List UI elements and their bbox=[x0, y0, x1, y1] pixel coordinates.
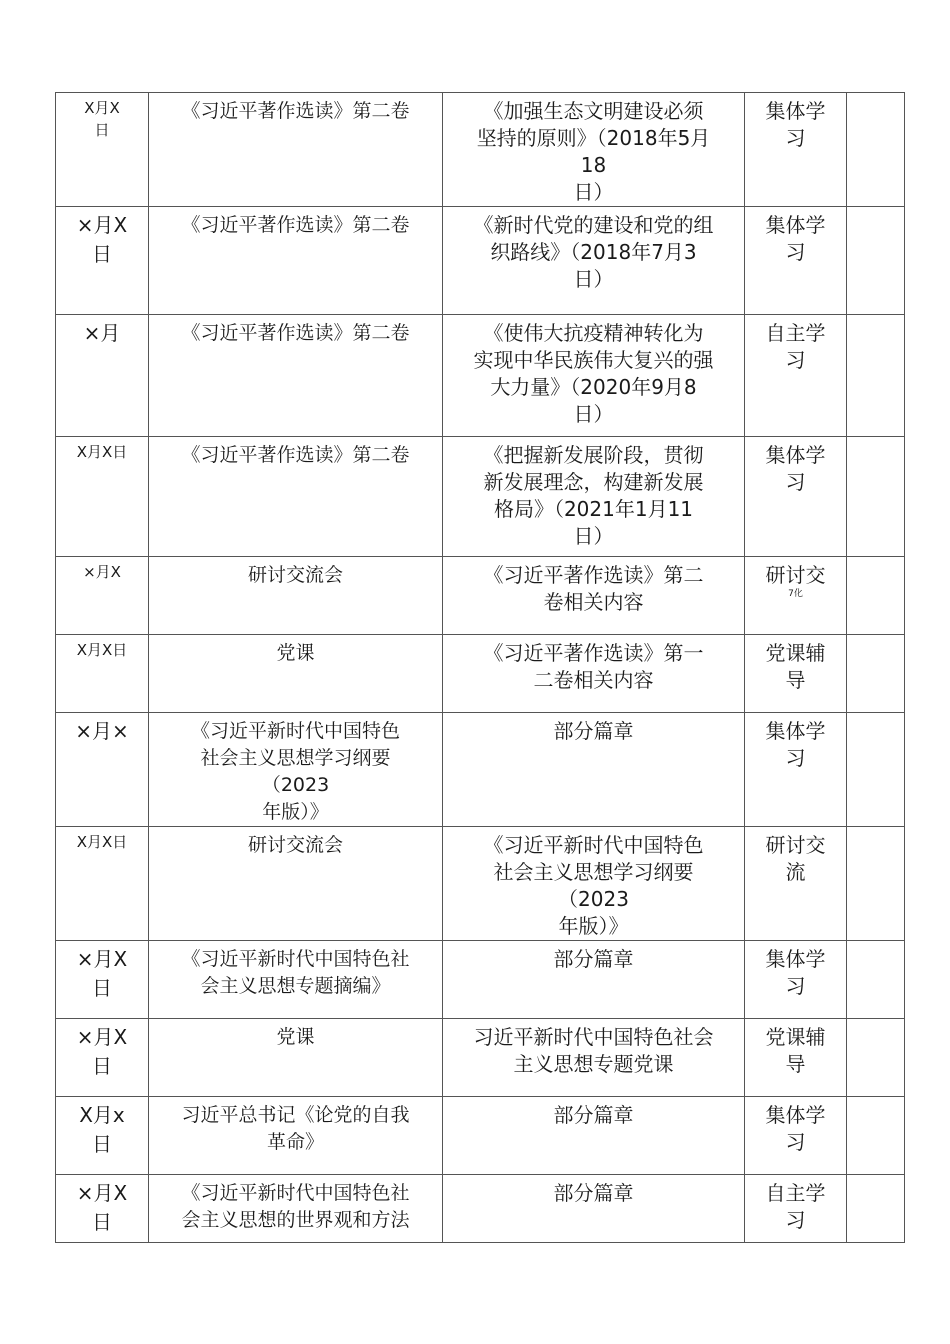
study-schedule-table bbox=[55, 92, 905, 1243]
study-form-text bbox=[745, 1175, 846, 1234]
study-form-text bbox=[745, 207, 846, 266]
date-text-cell bbox=[56, 1097, 149, 1175]
date-text: ×月× bbox=[75, 719, 129, 743]
study-form-text-cell bbox=[745, 713, 847, 827]
date-text: X月X日 bbox=[76, 443, 128, 461]
note-text-cell bbox=[847, 315, 905, 437]
table-row bbox=[56, 557, 905, 635]
study-content-text: 部分篇章 bbox=[553, 1181, 634, 1205]
study-form-text-cell bbox=[745, 207, 847, 315]
date-text: ×月X bbox=[83, 563, 121, 581]
study-form-text-cell bbox=[745, 827, 847, 941]
study-content-text-cell bbox=[443, 315, 745, 437]
date-text: X月x 日 bbox=[79, 1103, 125, 1156]
table-row bbox=[56, 635, 905, 713]
study-form-label: 自主学 习 bbox=[765, 1181, 826, 1232]
date-text-cell bbox=[56, 1019, 149, 1097]
study-form-label: 集体学 习 bbox=[765, 443, 826, 494]
study-form-label: 研讨交 bbox=[765, 563, 826, 587]
study-form-label: 自主学 习 bbox=[765, 321, 826, 372]
study-form-text bbox=[745, 1019, 846, 1078]
study-content-text: 《新时代党的建设和党的组 织路线》（2018年7月3 日） bbox=[473, 213, 714, 291]
study-form-text-cell bbox=[745, 1175, 847, 1243]
study-form-label: 研讨交 流 bbox=[765, 833, 826, 884]
study-form-text-cell bbox=[745, 1097, 847, 1175]
date-text-cell bbox=[56, 557, 149, 635]
date-text: ×月X 日 bbox=[76, 1181, 128, 1234]
study-material-text: 《习近平新时代中国特色 社会主义思想学习纲要 （2023 年版）》 bbox=[190, 720, 400, 823]
study-content-text: 《使伟大抗疫精神转化为 实现中华民族伟大复兴的强 大力量》（2020年9月8 日） bbox=[473, 321, 714, 426]
table-row bbox=[56, 1097, 905, 1175]
study-material-text-cell bbox=[149, 1175, 443, 1243]
date-text: X月X 日 bbox=[84, 99, 120, 139]
date-text: ×月X 日 bbox=[76, 1025, 128, 1078]
date-text-cell bbox=[56, 1175, 149, 1243]
study-material-text: 党课 bbox=[276, 642, 315, 664]
study-material-text: 研讨交流会 bbox=[247, 564, 343, 586]
study-content-text-cell bbox=[443, 941, 745, 1019]
study-content-text-cell bbox=[443, 437, 745, 557]
study-form-text bbox=[745, 635, 846, 694]
study-material-text-cell bbox=[149, 827, 443, 941]
date-text: X月X日 bbox=[76, 833, 128, 851]
study-content-text-cell bbox=[443, 1097, 745, 1175]
study-form-text bbox=[745, 437, 846, 496]
date-text: ×月X 日 bbox=[76, 947, 128, 1000]
note-text-cell bbox=[847, 557, 905, 635]
study-form-text-cell bbox=[745, 1019, 847, 1097]
study-content-text-cell bbox=[443, 1175, 745, 1243]
study-material-text: 《习近平新时代中国特色社 会主义思想专题摘编》 bbox=[181, 948, 410, 997]
note-text-cell bbox=[847, 1097, 905, 1175]
table-row bbox=[56, 713, 905, 827]
note-text-cell bbox=[847, 207, 905, 315]
study-form-label: 集体学 习 bbox=[765, 213, 826, 264]
study-form-text-cell bbox=[745, 437, 847, 557]
study-content-text: 《习近平新时代中国特色 社会主义思想学习纲要 （2023 年版）》 bbox=[483, 833, 704, 938]
study-content-text: 《加强生态文明建设必须 坚持的原则》（2018年5月 18 日） bbox=[476, 99, 711, 204]
date-text-cell bbox=[56, 437, 149, 557]
study-form-text bbox=[745, 827, 846, 886]
study-form-text bbox=[745, 713, 846, 772]
study-form-label: 党课辅 导 bbox=[765, 641, 826, 692]
date-text-cell bbox=[56, 941, 149, 1019]
date-text: ×月 bbox=[83, 321, 121, 345]
study-material-text-cell bbox=[149, 635, 443, 713]
table-row bbox=[56, 941, 905, 1019]
study-form-text-cell bbox=[745, 941, 847, 1019]
study-schedule-body bbox=[56, 93, 905, 1243]
date-text: X月X日 bbox=[76, 641, 128, 659]
study-content-text: 《习近平著作选读》第一 二卷相关内容 bbox=[483, 641, 704, 692]
study-form-text-cell bbox=[745, 315, 847, 437]
study-material-text: 《习近平著作选读》第二卷 bbox=[181, 322, 410, 344]
date-text-cell bbox=[56, 827, 149, 941]
study-material-text: 习近平总书记《论党的自我 革命》 bbox=[181, 1104, 410, 1153]
note-text-cell bbox=[847, 941, 905, 1019]
table-row bbox=[56, 315, 905, 437]
study-material-text-cell bbox=[149, 1097, 443, 1175]
study-form-text-cell bbox=[745, 635, 847, 713]
study-content-text-cell bbox=[443, 827, 745, 941]
study-form-text bbox=[745, 315, 846, 374]
table-row bbox=[56, 827, 905, 941]
study-form-label: 集体学 习 bbox=[765, 1103, 826, 1154]
date-text-cell bbox=[56, 207, 149, 315]
table-row bbox=[56, 1019, 905, 1097]
study-content-text: 习近平新时代中国特色社会 主义思想专题党课 bbox=[473, 1025, 714, 1076]
study-content-text-cell bbox=[443, 635, 745, 713]
table-row bbox=[56, 207, 905, 315]
date-text: ×月X 日 bbox=[76, 213, 128, 266]
study-form-text bbox=[745, 557, 846, 600]
study-form-text bbox=[745, 93, 846, 152]
study-content-text-cell bbox=[443, 1019, 745, 1097]
study-form-label: 集体学 习 bbox=[765, 947, 826, 998]
note-text-cell bbox=[847, 1175, 905, 1243]
study-content-text: 《习近平著作选读》第二 卷相关内容 bbox=[483, 563, 704, 614]
study-material-text-cell bbox=[149, 315, 443, 437]
study-content-text: 部分篇章 bbox=[553, 1103, 634, 1127]
study-content-text: 部分篇章 bbox=[553, 947, 634, 971]
study-material-text-cell bbox=[149, 93, 443, 207]
note-text-cell bbox=[847, 437, 905, 557]
date-text-cell bbox=[56, 93, 149, 207]
study-content-text: 部分篇章 bbox=[553, 719, 634, 743]
study-content-text: 《把握新发展阶段，贯彻 新发展理念，构建新发展 格局》（2021年1月11 日） bbox=[483, 443, 704, 548]
note-text-cell bbox=[847, 827, 905, 941]
note-text-cell bbox=[847, 713, 905, 827]
study-form-text-cell bbox=[745, 557, 847, 635]
date-text-cell bbox=[56, 315, 149, 437]
date-text-cell bbox=[56, 713, 149, 827]
study-material-text-cell bbox=[149, 713, 443, 827]
study-material-text: 《习近平著作选读》第二卷 bbox=[181, 214, 410, 236]
study-content-text-cell bbox=[443, 713, 745, 827]
note-text-cell bbox=[847, 1019, 905, 1097]
note-text-cell bbox=[847, 93, 905, 207]
study-content-text-cell bbox=[443, 557, 745, 635]
study-material-text-cell bbox=[149, 207, 443, 315]
table-row bbox=[56, 437, 905, 557]
study-material-text-cell bbox=[149, 437, 443, 557]
study-material-text: 《习近平新时代中国特色社 会主义思想的世界观和方法 bbox=[181, 1182, 410, 1231]
study-form-text-cell bbox=[745, 93, 847, 207]
study-material-text-cell bbox=[149, 941, 443, 1019]
study-form-label: 党课辅 导 bbox=[765, 1025, 826, 1076]
study-material-text-cell bbox=[149, 1019, 443, 1097]
study-content-text-cell bbox=[443, 93, 745, 207]
date-text-cell bbox=[56, 635, 149, 713]
study-form-label: 集体学 习 bbox=[765, 99, 826, 150]
table-row bbox=[56, 93, 905, 207]
study-material-text: 《习近平著作选读》第二卷 bbox=[181, 444, 410, 466]
study-material-text: 研讨交流会 bbox=[247, 834, 343, 856]
study-material-text-cell bbox=[149, 557, 443, 635]
study-form-text bbox=[745, 941, 846, 1000]
study-material-text: 《习近平著作选读》第二卷 bbox=[181, 100, 410, 122]
study-material-text: 党课 bbox=[276, 1026, 315, 1048]
study-form-text bbox=[745, 1097, 846, 1156]
study-form-label: 集体学 习 bbox=[765, 719, 826, 770]
note-text-cell bbox=[847, 635, 905, 713]
table-row bbox=[56, 1175, 905, 1243]
study-form-fragment: 7化 bbox=[788, 589, 803, 599]
study-content-text-cell bbox=[443, 207, 745, 315]
